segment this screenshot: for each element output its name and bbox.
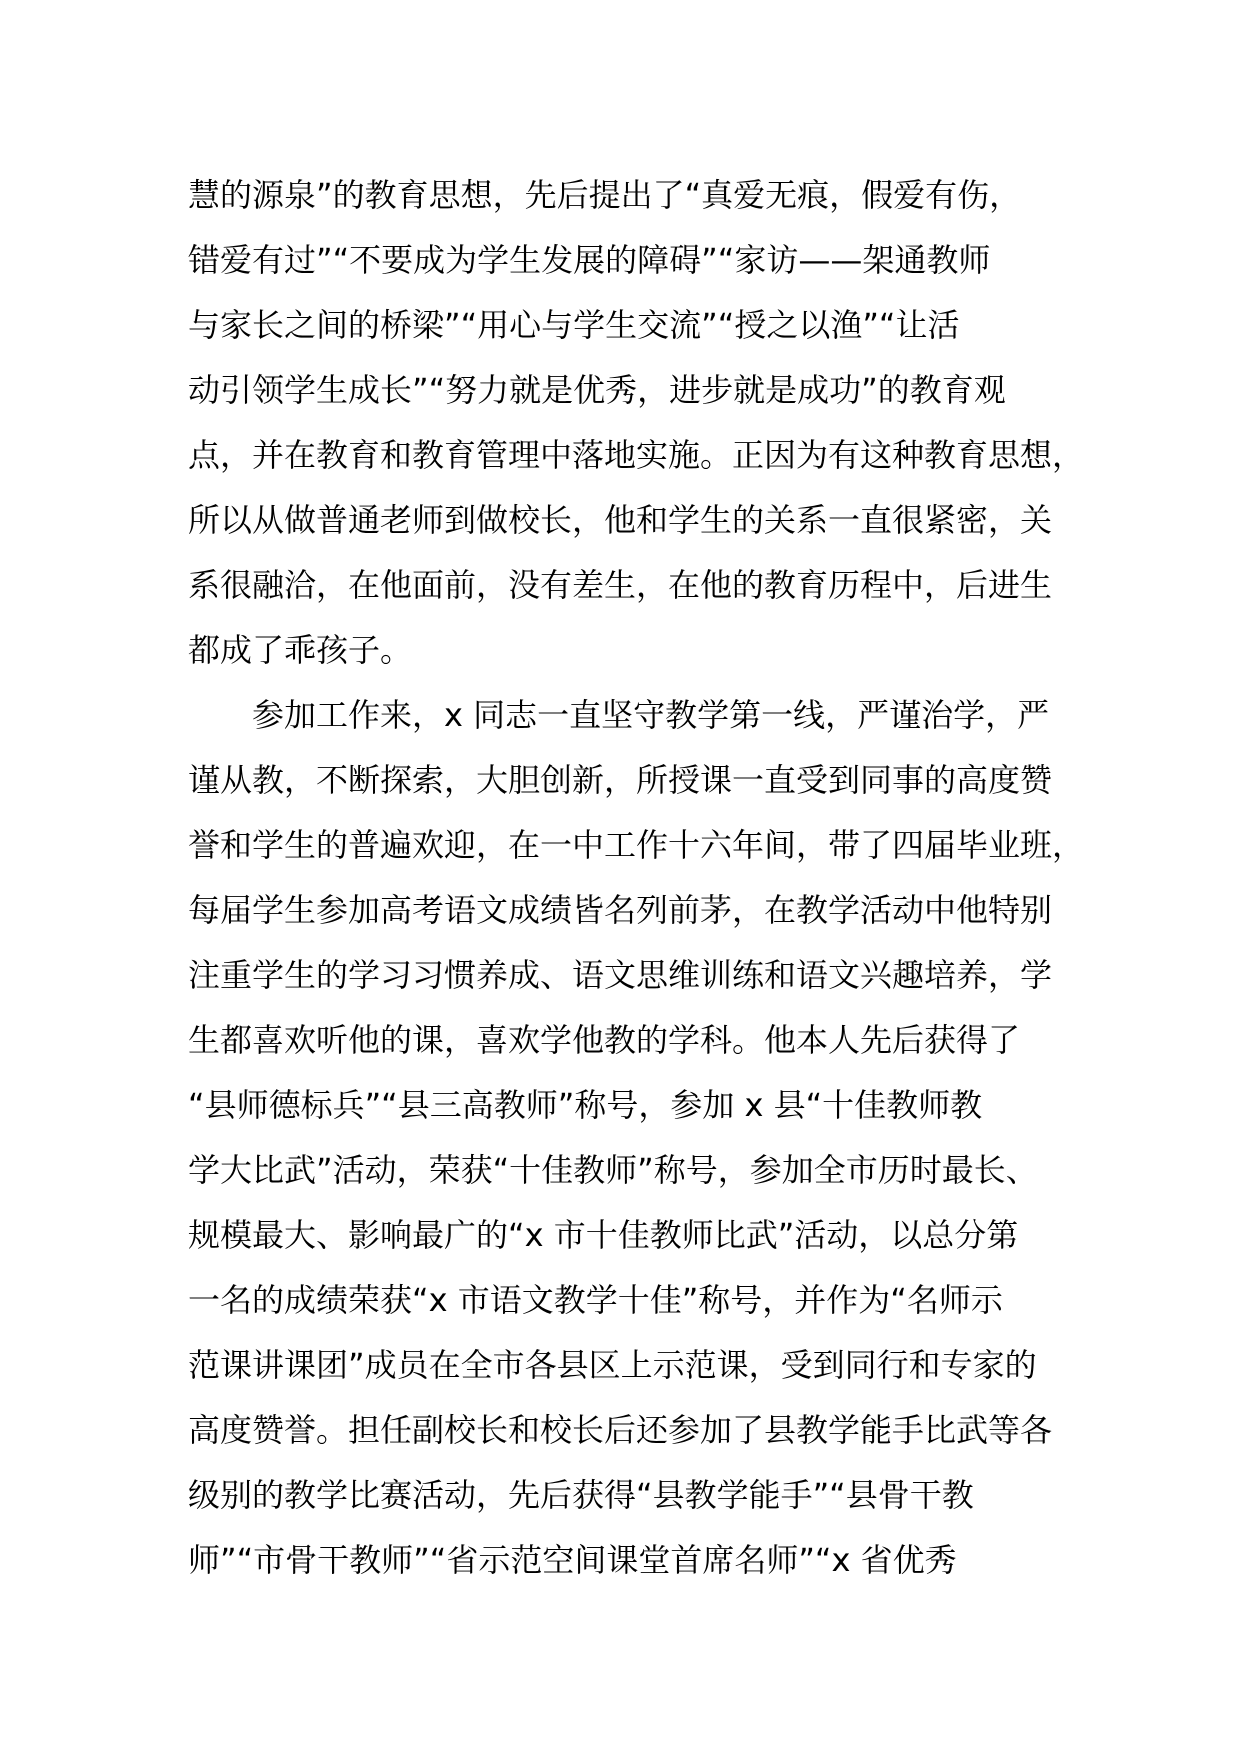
text-line: 高度赞誉。担任副校长和校长后还参加了县教学能手比武等各 [188,1411,1053,1449]
text-line: 级别的教学比赛活动，先后获得“县教学能手”“县骨干教 [188,1476,974,1514]
text-line: 每届学生参加高考语文成绩皆名列前茅，在教学活动中他特别 [188,891,1053,929]
text-line: 都成了乖孩子。 [188,631,413,669]
text-line: 注重学生的学习习惯养成、语文思维训练和语文兴趣培养，学 [188,956,1053,994]
text-line: 慧的源泉”的教育思想，先后提出了“真爱无痕，假爱有伤， [188,176,1022,214]
text-line: “县师德标兵”“县三高教师”称号，参加 x 县“十佳教师教 [188,1086,983,1124]
text-line: 师”“市骨干教师”“省示范空间课堂首席名师”“x 省优秀 [188,1541,957,1579]
text-line: 错爱有过”“不要成为学生发展的障碍”“家访——架通教师 [188,241,991,279]
text-line: 点，并在教育和教育管理中落地实施。正因为有这种教育思想， [188,436,1085,474]
text-line: 誉和学生的普遍欢迎，在一中工作十六年间，带了四届毕业班， [188,826,1085,864]
text-line: 范课讲课团”成员在全市各县区上示范课，受到同行和专家的 [188,1346,1037,1384]
body-text [188,163,1088,1593]
text-line: 学大比武”活动，荣获“十佳教师”称号，参加全市历时最长、 [188,1151,1038,1189]
text-line: 一名的成绩荣获“x 市语文教学十佳”称号，并作为“名师示 [188,1281,1003,1319]
text-line: 规模最大、影响最广的“x 市十佳教师比武”活动，以总分第 [188,1216,1019,1254]
text-line: 生都喜欢听他的课，喜欢学他教的学科。他本人先后获得了 [188,1021,1021,1059]
text-line: 系很融洽，在他面前，没有差生，在他的教育历程中，后进生 [188,566,1053,604]
text-line: 所以从做普通老师到做校长，他和学生的关系一直很紧密，关 [188,501,1053,539]
text-line: 动引领学生成长”“努力就是优秀，进步就是成功”的教育观 [188,371,1006,409]
text-line: 与家长之间的桥梁”“用心与学生交流”“授之以渔”“让活 [188,306,960,344]
text-line: 参加工作来，x 同志一直坚守教学第一线，严谨治学，严 [188,696,1050,734]
text-line: 谨从教，不断探索，大胆创新，所授课一直受到同事的高度赞 [188,761,1053,799]
